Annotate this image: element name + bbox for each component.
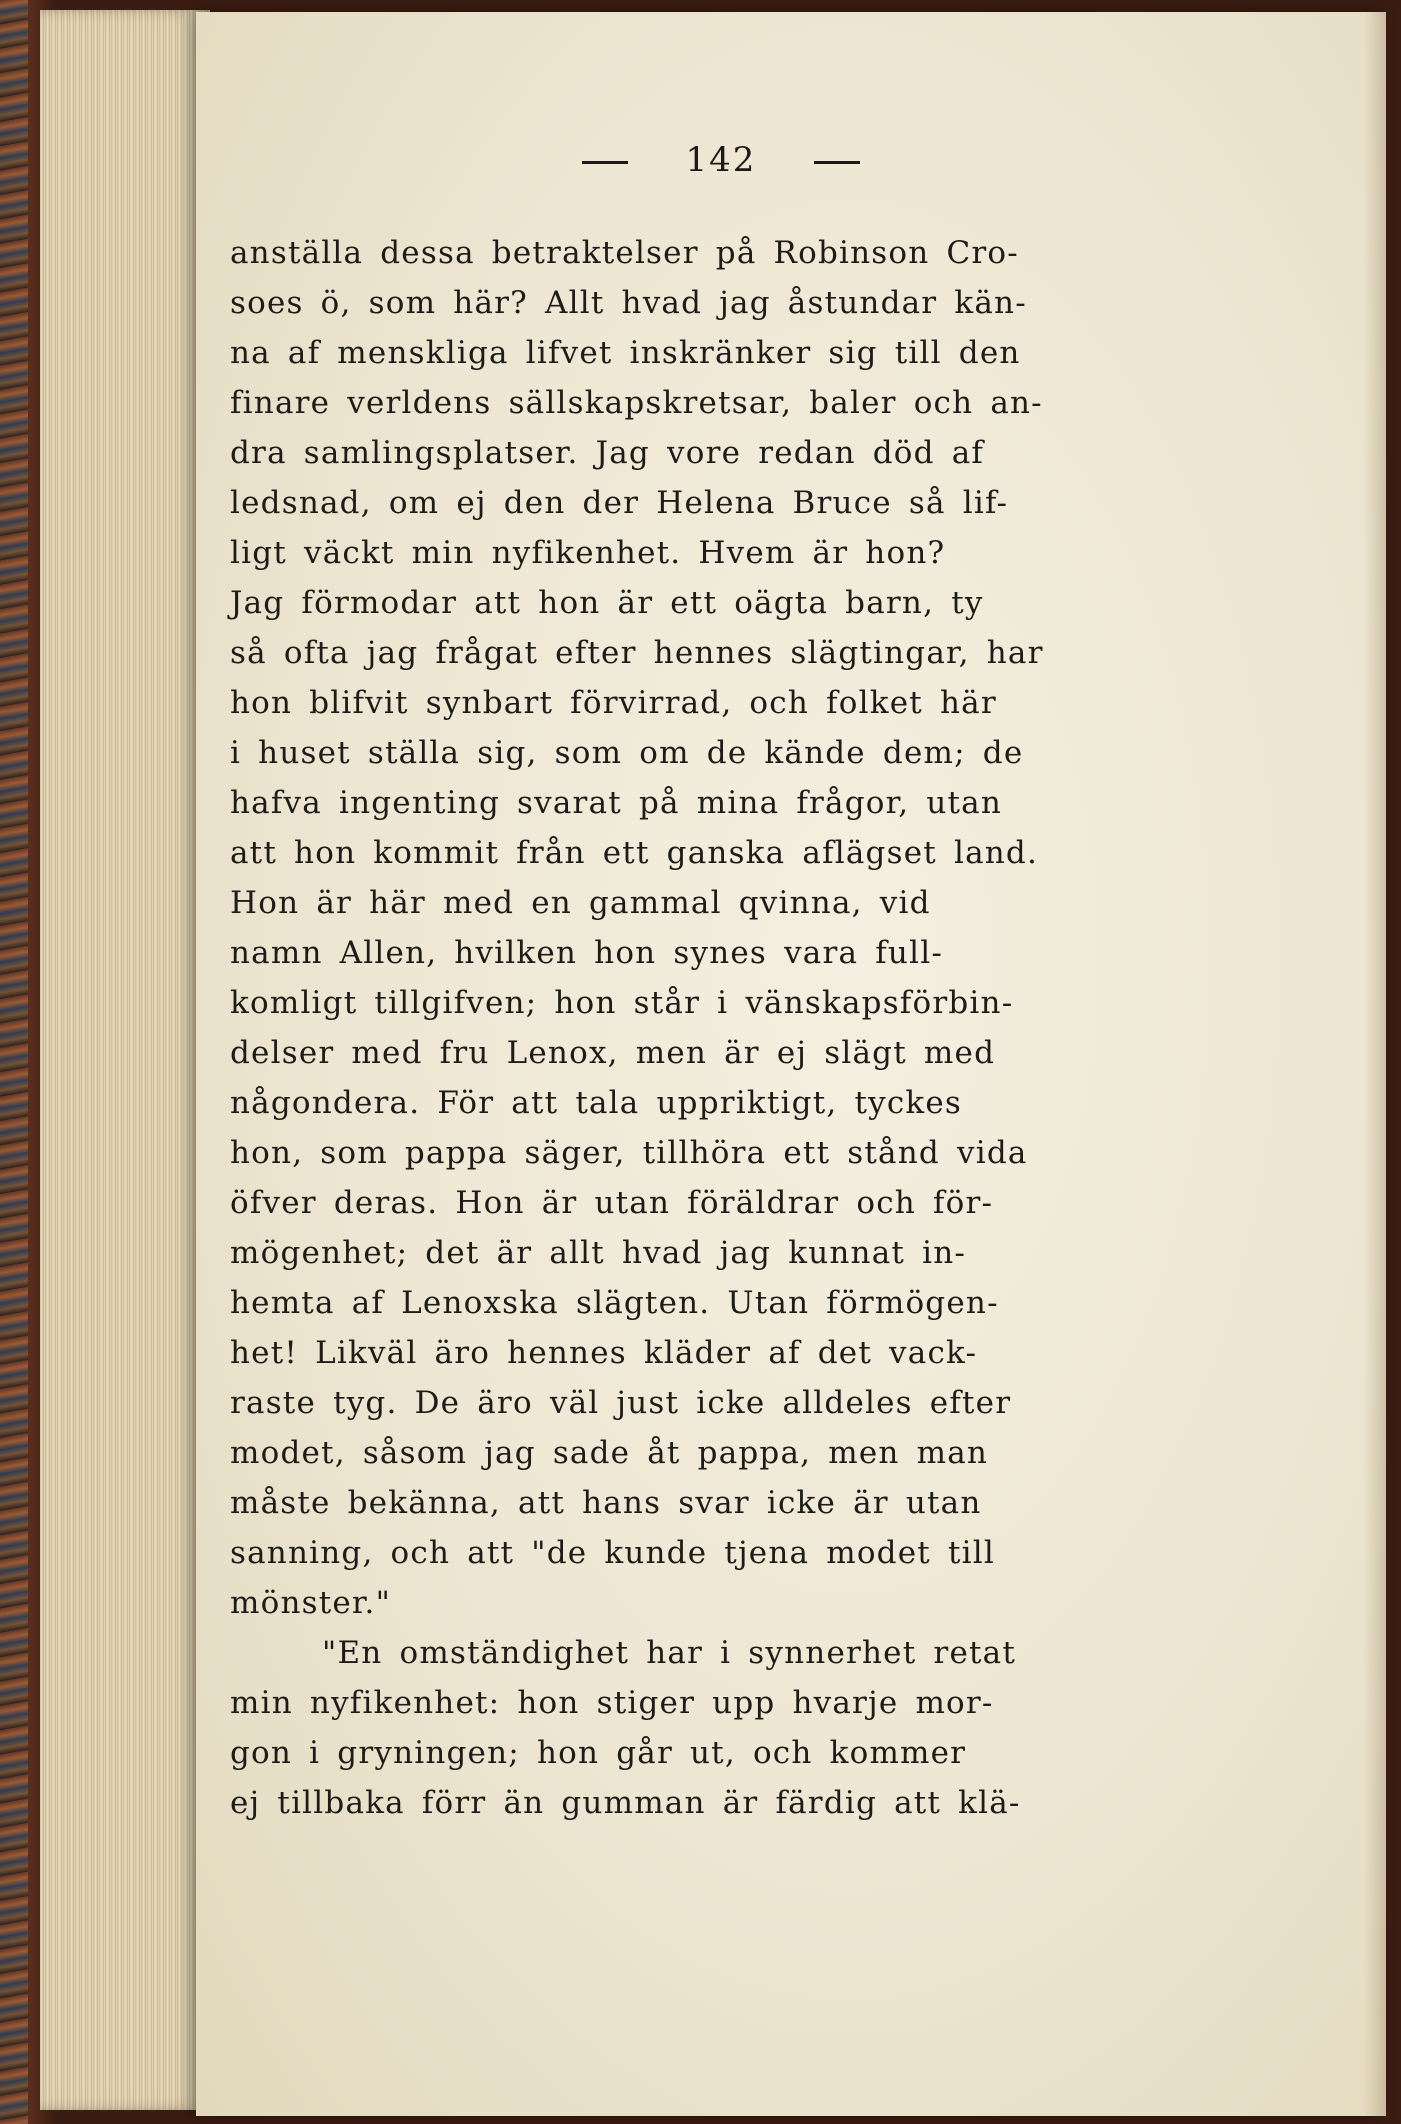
text-line: modet, såsom jag sade åt pappa, men man — [230, 1435, 989, 1471]
text-line: Jag förmodar att hon är ett oägta barn, ty — [230, 585, 984, 621]
text-line: na af menskliga lifvet inskränker sig till den — [230, 335, 1021, 371]
text-line: namn Allen, hvilken hon synes vara full- — [230, 935, 943, 971]
text-line: gon i gryningen; hon går ut, och kommer — [230, 1735, 967, 1771]
text-line: ledsnad, om ej den der Helena Bruce så lif- — [230, 485, 1009, 521]
text-line: måste bekänna, att hans svar icke är utan — [230, 1485, 982, 1521]
text-line: så ofta jag frågat efter hennes slägtingar, har — [230, 635, 1044, 671]
text-line: hon blifvit synbart förvirrad, och folket här — [230, 685, 997, 721]
header-dash-right — [814, 161, 860, 164]
text-line: soes ö, som här? Allt hvad jag åstundar kän- — [230, 285, 1027, 321]
page-number: 142 — [685, 140, 757, 180]
header-dash-left — [582, 161, 628, 164]
text-line: öfver deras. Hon är utan föräldrar och för- — [230, 1185, 994, 1221]
text-line: mögenhet; det är allt hvad jag kunnat in- — [230, 1235, 967, 1271]
marbled-cover-edge — [0, 0, 28, 2124]
text-line: hon, som pappa säger, tillhöra ett stånd vida — [230, 1135, 1028, 1171]
text-line: komligt tillgifven; hon står i vänskapsförbin- — [230, 985, 1014, 1021]
text-line: sanning, och att "de kunde tjena modet till — [230, 1535, 995, 1571]
text-line: dra samlingsplatser. Jag vore redan död af — [230, 435, 985, 471]
text-line: Hon är här med en gammal qvinna, vid — [230, 885, 931, 921]
text-line: mönster." — [230, 1585, 392, 1621]
text-line: raste tyg. De äro väl just icke alldeles efter — [230, 1385, 1012, 1421]
text-line: i huset ställa sig, som om de kände dem; de — [230, 735, 1024, 771]
text-line: het! Likväl äro hennes kläder af det vack- — [230, 1335, 978, 1371]
text-line: min nyfikenhet: hon stiger upp hvarje mor- — [230, 1685, 994, 1721]
page-stack-edge — [40, 10, 210, 2110]
text-line: hemta af Lenoxska slägten. Utan förmögen- — [230, 1285, 999, 1321]
text-line: någondera. För att tala uppriktigt, tyckes — [230, 1085, 963, 1121]
text-line: hafva ingenting svarat på mina frågor, utan — [230, 785, 1003, 821]
page-gutter-shadow — [1364, 12, 1386, 2116]
text-line: ej tillbaka förr än gumman är färdig att klä- — [230, 1785, 1021, 1821]
text-line: delser med fru Lenox, men är ej slägt med — [230, 1035, 996, 1071]
running-header — [196, 140, 1246, 180]
text-line: "En omständighet har i synnerhet retat — [322, 1635, 1016, 1671]
text-line: att hon kommit från ett ganska aflägset land. — [230, 835, 1039, 871]
text-line: anställa dessa betraktelser på Robinson Cro- — [230, 235, 1019, 271]
text-line: ligt väckt min nyfikenhet. Hvem är hon? — [230, 535, 946, 571]
page-body-text — [230, 228, 1340, 1828]
text-line: finare verldens sällskapskretsar, baler och an- — [230, 385, 1043, 421]
